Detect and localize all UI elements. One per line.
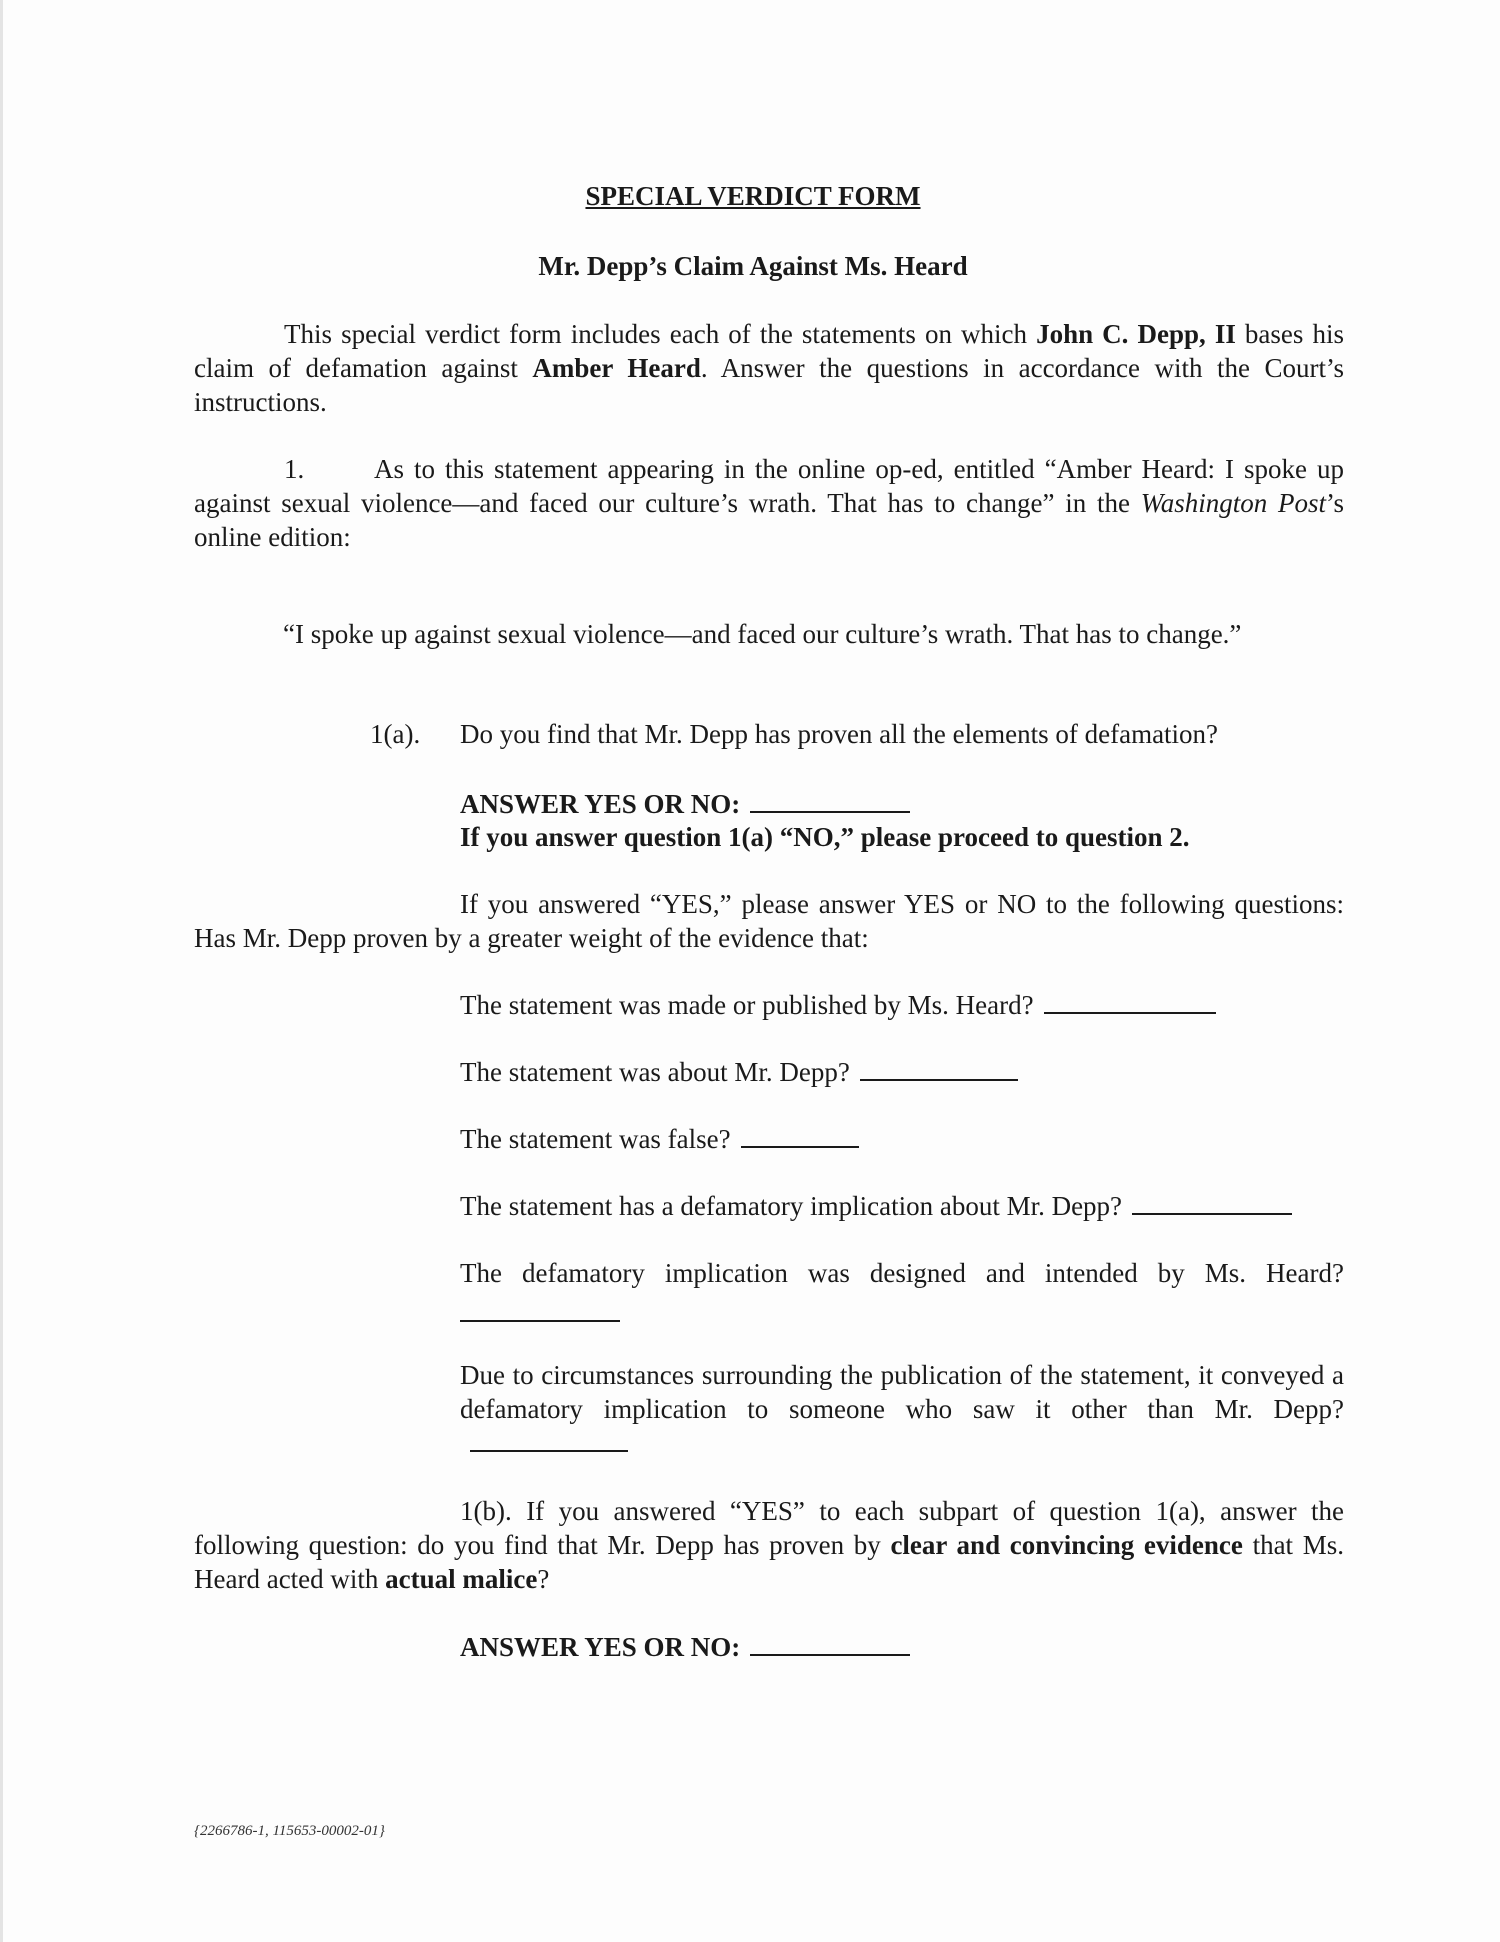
form-subtitle: Mr. Depp’s Claim Against Ms. Heard <box>538 251 968 281</box>
subquestion-about-depp: The statement was about Mr. Depp? <box>460 1055 1344 1089</box>
answer-blank-s6[interactable] <box>470 1426 628 1452</box>
form-title: SPECIAL VERDICT FORM <box>585 181 921 211</box>
subquestion-circumstances: Due to circumstances surrounding the publication of the statement, it conveyed a defamatory implication to someone who saw it other than Mr. Depp? <box>460 1358 1344 1460</box>
answer-blank-s2[interactable] <box>860 1055 1018 1081</box>
answer-blank-s4[interactable] <box>1132 1189 1292 1215</box>
answer-line-1b: ANSWER YES OR NO: <box>460 1630 910 1664</box>
question-1b-number: 1(b). <box>460 1496 512 1526</box>
question-1: 1. As to this statement appearing in the online op-ed, entitled “Amber Heard: I spoke up against sexual violence—and faced our culture’s wrath. That has to change” in the Washington Post’s online edition: <box>194 454 1344 552</box>
question-1a-number: 1(a). <box>370 719 421 749</box>
subquestion-made-published: The statement was made or published by Ms. Heard? <box>460 988 1344 1022</box>
subquestion-designed-intended: The defamatory implication was designed and intended by Ms. Heard? <box>460 1258 1344 1288</box>
answer-blank-1a[interactable] <box>750 787 910 813</box>
quoted-statement: “I spoke up against sexual violence—and faced our culture’s wrath. That has to change.” <box>283 619 1242 649</box>
question-1-number: 1. <box>284 454 305 484</box>
question-1b: 1(b). If you answered “YES” to each subpart of question 1(a), answer the following question: do you find that Mr. Depp has proven by clear and convincing evidence that Ms. Heard acted with actual malice? <box>194 1496 1345 1594</box>
answer-blank-s1[interactable] <box>1044 988 1216 1014</box>
intro-paragraph: This special verdict form includes each of the statements on which John C. Depp, II bases his claim of defamation against Amber Heard. Answer the questions in accordance with the Court’s instructions. <box>194 319 1344 417</box>
answer-line-1a: ANSWER YES OR NO: <box>460 787 910 821</box>
answer-blank-s3[interactable] <box>741 1122 859 1148</box>
proceed-instruction: If you answer question 1(a) “NO,” please proceed to question 2. <box>460 822 1190 852</box>
answer-line-s5 <box>460 1296 620 1330</box>
answer-blank-s5[interactable] <box>460 1296 620 1322</box>
subquestion-false: The statement was false? <box>460 1122 1344 1156</box>
document-id-footer: {2266786-1, 115653-00002-01} <box>194 1823 385 1839</box>
answer-blank-1b[interactable] <box>750 1630 910 1656</box>
if-yes-paragraph: If you answered “YES,” please answer YES or NO to the following questions: Has Mr. Depp proven by a greater weight of the evidence that: <box>194 889 1344 953</box>
question-1a-text: Do you find that Mr. Depp has proven all the elements of defamation? <box>460 719 1219 749</box>
subquestion-defamatory-implication: The statement has a defamatory implication about Mr. Depp? <box>460 1189 1344 1223</box>
